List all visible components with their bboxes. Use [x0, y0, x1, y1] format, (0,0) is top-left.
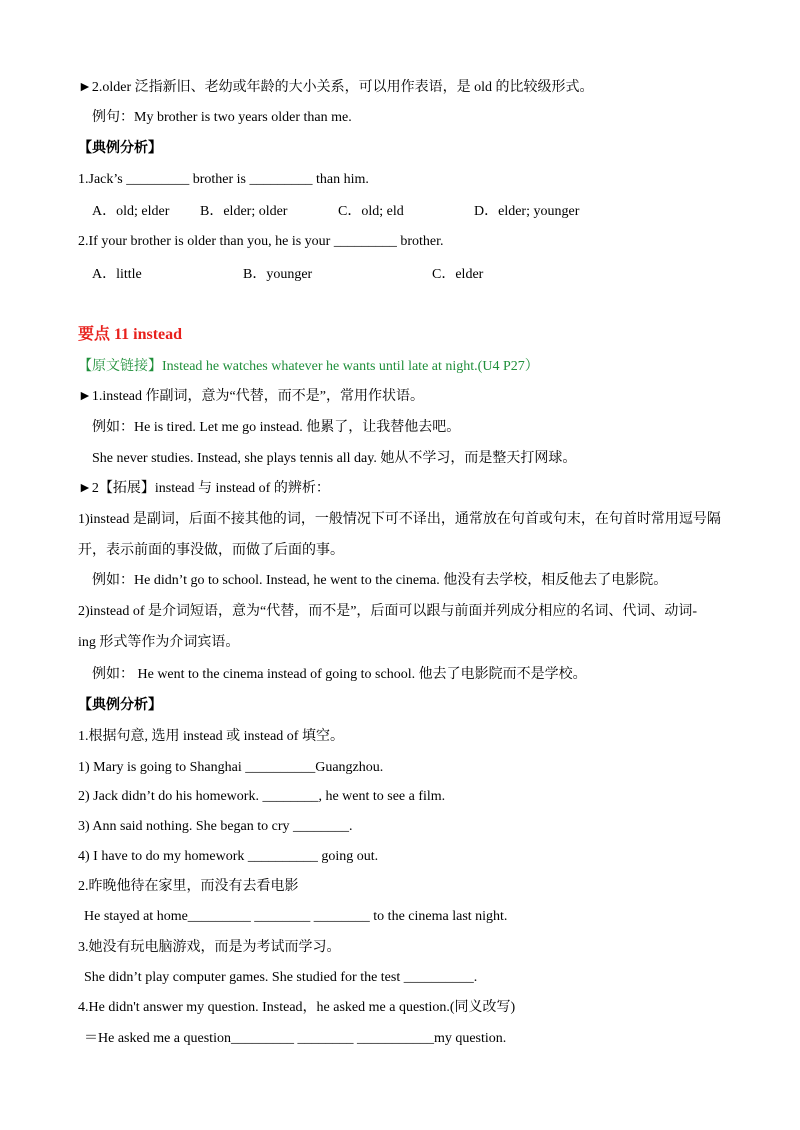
option-c: C．elder	[432, 267, 484, 282]
example-sentence: 例句：My brother is two years older than me.	[92, 110, 352, 125]
note-b-line1: 2)instead of 是介词短语，意为“代替，而不是”，后面可以跟与前面并列成分相应的名词、代词、动词-	[78, 604, 698, 619]
question-2: 2.If your brother is older than you, he is your _________ brother.	[78, 234, 444, 249]
exercise-3: 3.她没有玩电脑游戏，而是为考试而学习。	[78, 940, 341, 955]
note-a-line2: 开，表示前面的事没做，而做了后面的事。	[78, 543, 344, 558]
exercise-4-answer: ＝He asked me a question_________ ________ ___________my question.	[84, 1031, 507, 1046]
option-c: C．old; eld	[338, 204, 404, 219]
option-d: D．elder; younger	[474, 204, 580, 219]
exercise-1: 1.根据句意, 选用 instead 或 instead of 填空。	[78, 729, 344, 744]
example-3: 例如：He didn’t go to school. Instead, he went to the cinema. 他没有去学校，相反他去了电影院。	[92, 573, 668, 588]
example-4: 例如： He went to the cinema instead of going to school. 他去了电影院而不是学校。	[92, 667, 587, 682]
exercise-1-1: 1) Mary is going to Shanghai __________Guangzhou.	[78, 760, 384, 775]
example-2: She never studies. Instead, she plays tennis all day. 她从不学习，而是整天打网球。	[92, 451, 577, 466]
original-link: 【原文链接】Instead he watches whatever he wants until late at night.(U4 P27）	[78, 359, 539, 374]
point-2-older: ►2.older 泛指新旧、老幼或年龄的大小关系，可以用作表语，是 old 的比较级形式。	[78, 80, 594, 95]
exercise-2: 2.昨晚他待在家里，而没有去看电影	[78, 879, 299, 894]
analysis-title: 【典例分析】	[78, 698, 162, 713]
section-heading: 要点 11 instead	[78, 326, 183, 343]
option-b: B．elder; older	[200, 204, 288, 219]
example-1: 例如：He is tired. Let me go instead. 他累了，让我替他去吧。	[92, 420, 461, 435]
exercise-2-answer: He stayed at home_________ ________ ________ to the cinema last night.	[84, 909, 508, 924]
option-a: A．old; elder	[92, 204, 170, 219]
question-1: 1.Jack’s _________ brother is _________ than him.	[78, 172, 369, 187]
exercise-3-answer: She didn’t play computer games. She studied for the test __________.	[84, 970, 478, 985]
exercise-1-4: 4) I have to do my homework __________ going out.	[78, 849, 379, 864]
exercise-1-2: 2) Jack didn’t do his homework. ________, he went to see a film.	[78, 789, 446, 804]
option-a: A．little	[92, 267, 142, 282]
point-1-instead: ►1.instead 作副词，意为“代替，而不是”，常用作状语。	[78, 389, 424, 404]
point-2-extension: ►2【拓展】instead 与 instead of 的辨析：	[78, 481, 330, 496]
exercise-1-3: 3) Ann said nothing. She began to cry ________.	[78, 819, 353, 834]
note-a-line1: 1)instead 是副词，后面不接其他的词，一般情况下可不译出，通常放在句首或句末，在句首时常用逗号隔	[78, 512, 721, 527]
exercise-4: 4.He didn't answer my question. Instead，he asked me a question.(同义改写)	[78, 1000, 516, 1015]
note-b-line2: ing 形式等作为介词宾语。	[78, 635, 240, 650]
analysis-title: 【典例分析】	[78, 141, 162, 156]
option-b: B．younger	[243, 267, 313, 282]
